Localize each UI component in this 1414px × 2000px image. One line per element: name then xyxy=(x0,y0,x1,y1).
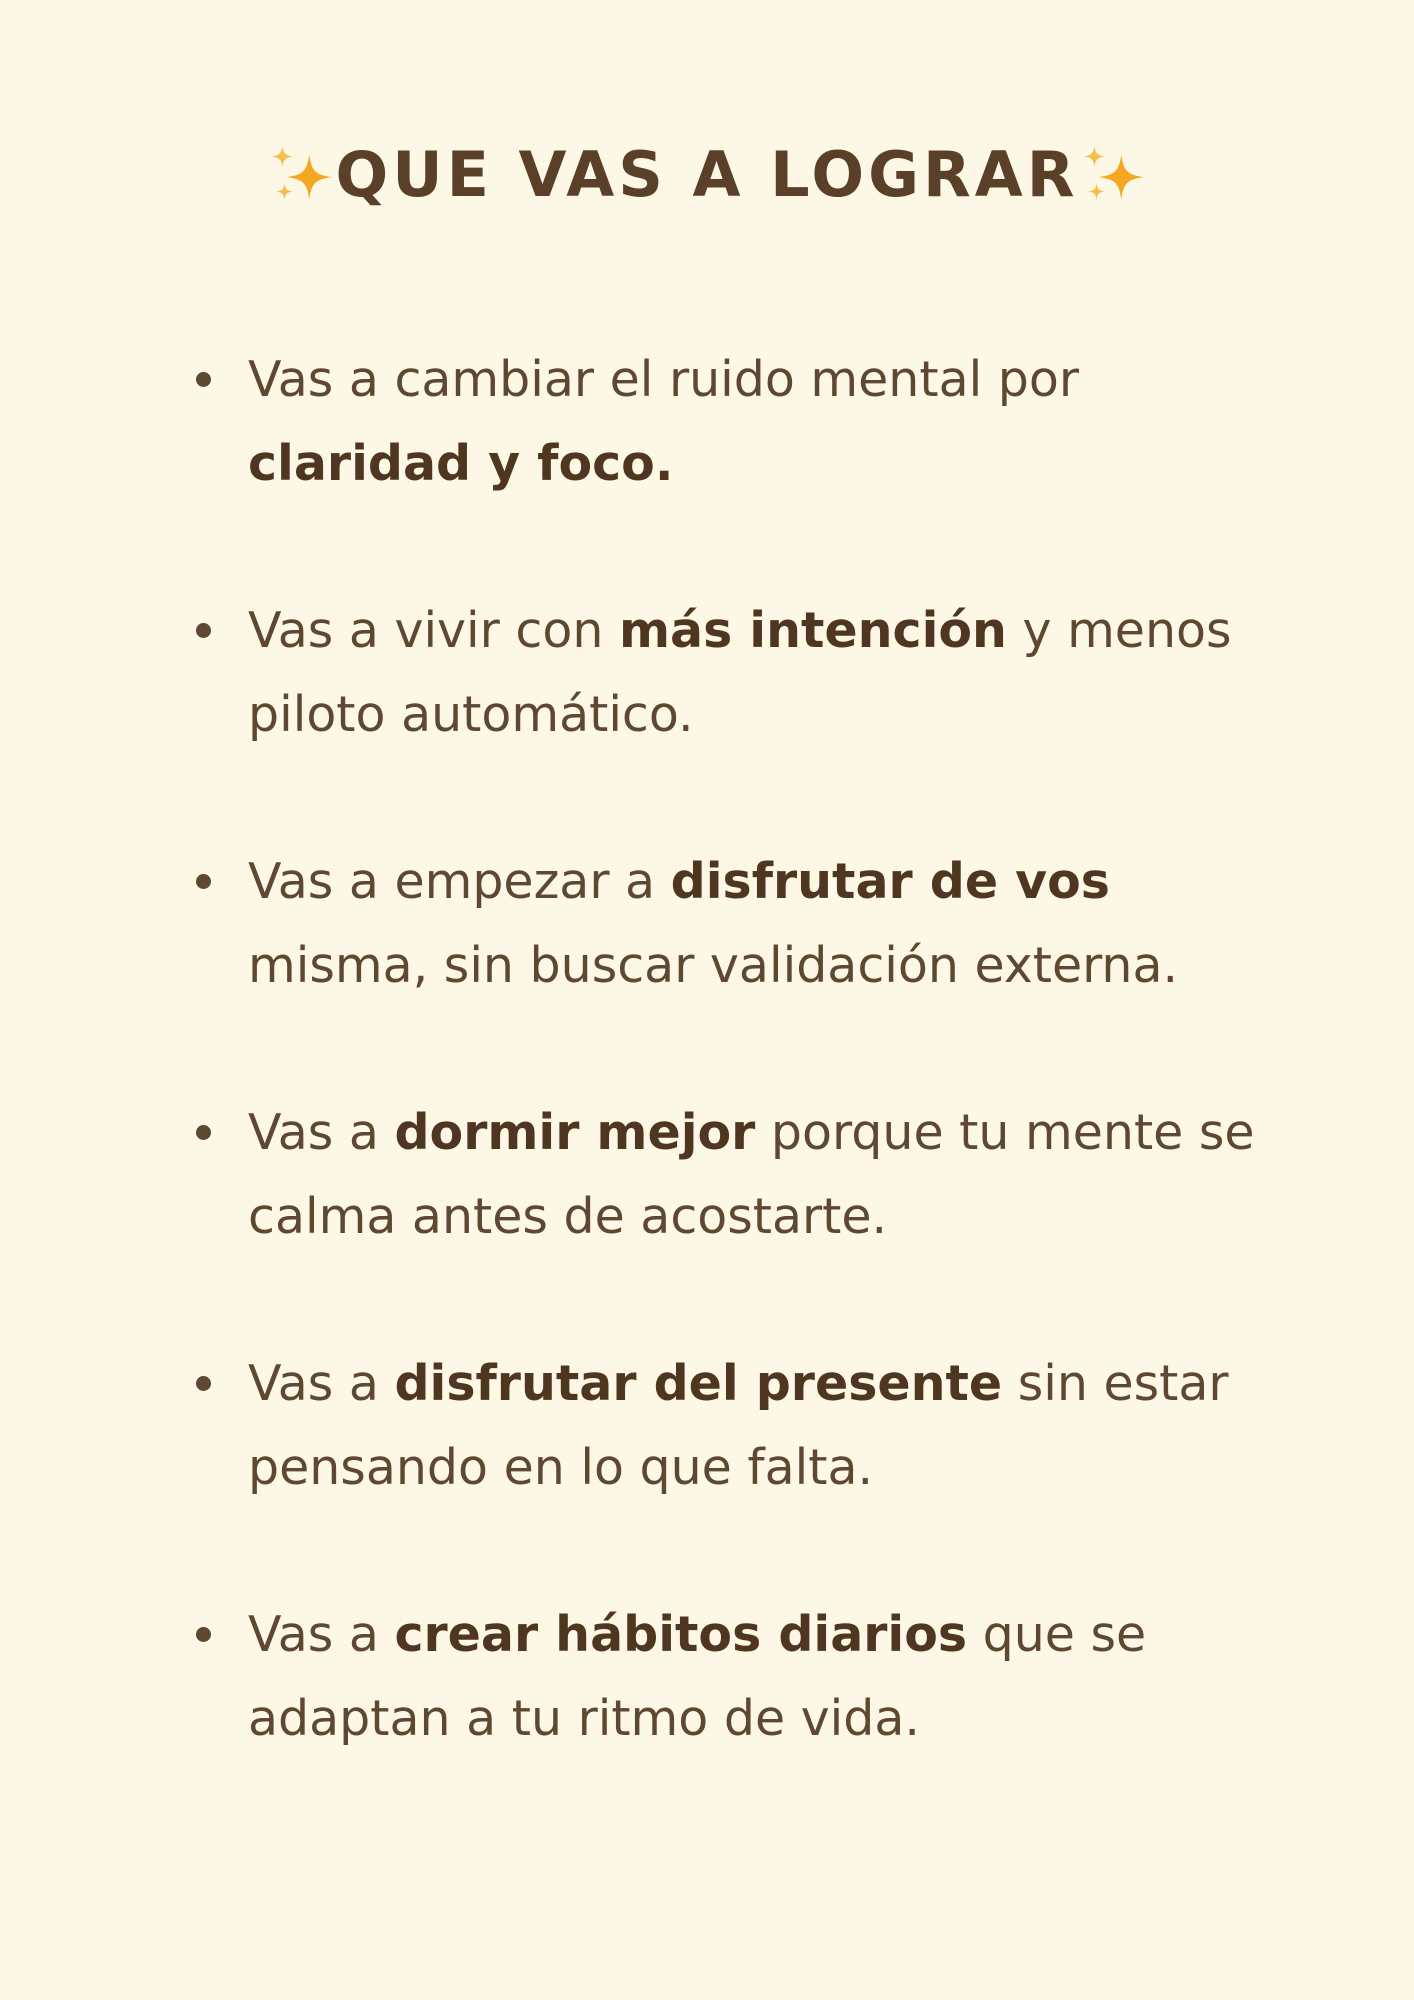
item-text: misma, sin buscar validación externa. xyxy=(248,937,1179,994)
item-text: Vas a empezar a xyxy=(248,853,671,910)
outcomes-list xyxy=(192,338,1272,1844)
list-item xyxy=(192,1091,1272,1259)
list-item xyxy=(192,589,1272,757)
bullet-icon xyxy=(196,1376,211,1391)
item-highlight: crear hábitos diarios xyxy=(394,1606,968,1663)
list-item xyxy=(192,1593,1272,1761)
list-item xyxy=(192,338,1272,506)
item-text: Vas a xyxy=(248,1606,395,1663)
item-highlight: disfrutar de vos xyxy=(670,853,1110,910)
bullet-icon xyxy=(196,372,211,387)
item-text: Vas a xyxy=(248,1355,395,1412)
item-text: que se adaptan a tu ritmo de vida. xyxy=(248,1606,1147,1747)
item-text: Vas a xyxy=(248,1104,395,1161)
bullet-icon xyxy=(196,1125,211,1140)
bullet-icon xyxy=(196,623,211,638)
item-highlight: más intención xyxy=(618,602,1007,659)
bullet-icon xyxy=(196,874,211,889)
item-highlight: disfrutar del presente xyxy=(394,1355,1003,1412)
bullet-icon xyxy=(196,1627,211,1642)
item-text: Vas a cambiar el ruido mental por xyxy=(248,351,1080,408)
list-item xyxy=(192,840,1272,1008)
item-text: sin estar pensando en lo que falta. xyxy=(248,1355,1229,1496)
list-item xyxy=(192,1342,1272,1510)
item-text: porque tu mente se calma antes de acostarte. xyxy=(248,1104,1255,1245)
item-highlight: dormir mejor xyxy=(394,1104,756,1161)
sparkles-icon xyxy=(1080,142,1146,208)
item-text: y menos piloto automático. xyxy=(248,602,1232,743)
item-text: Vas a vivir con xyxy=(248,602,619,659)
sparkles-icon xyxy=(268,142,334,208)
page-title: QUE VAS A LOGRAR xyxy=(335,138,1079,211)
title-row xyxy=(0,138,1414,211)
item-highlight: claridad y foco. xyxy=(248,435,674,492)
